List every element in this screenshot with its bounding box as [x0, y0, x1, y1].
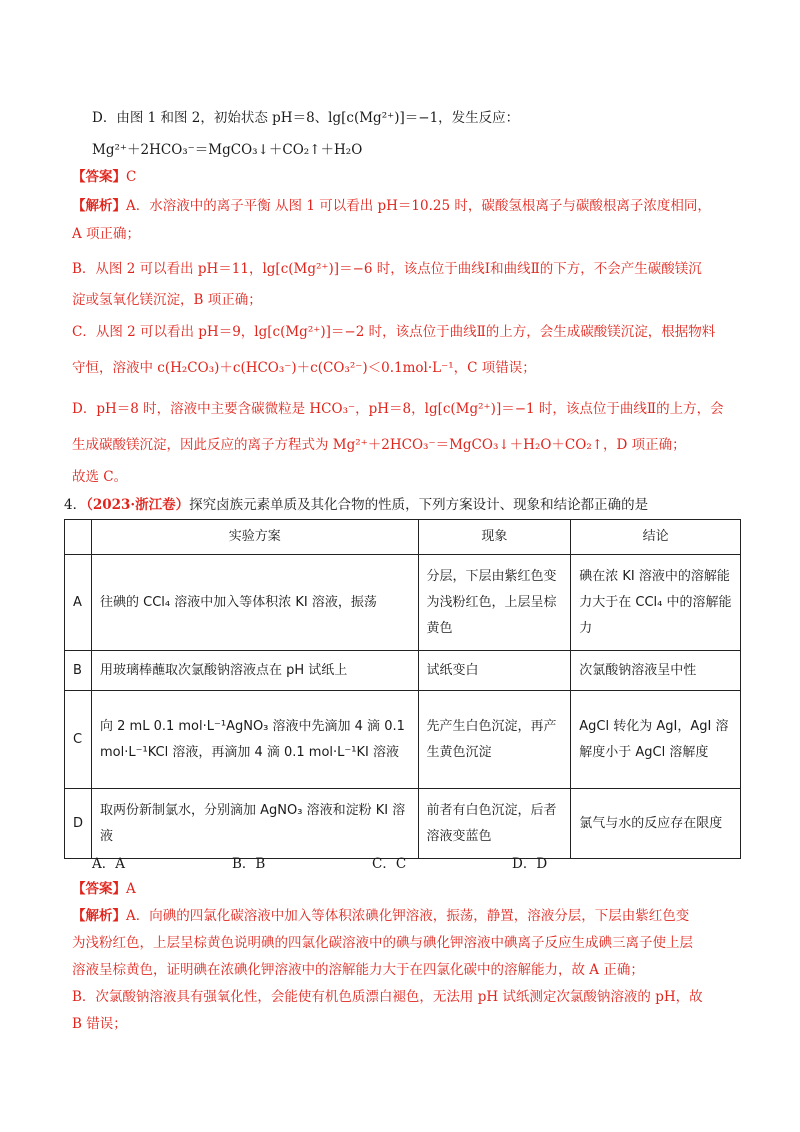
analysis-line: 淀或氢氧化镁沉淀，B 项正确；: [72, 292, 262, 308]
answer-line: [72, 879, 736, 899]
row-conclusion: 次氯酸钠溶液呈中性: [571, 651, 741, 691]
row-label: A: [65, 555, 92, 651]
row-conclusion: 氯气与水的反应存在限度: [571, 789, 741, 859]
answer-tag: 【答案】: [72, 169, 126, 185]
analysis-line: A 项正确；: [72, 226, 141, 242]
table-row: [65, 691, 741, 789]
row-plan: 用玻璃棒蘸取次氯酸钠溶液点在 pH 试纸上: [92, 651, 419, 691]
table-header: 现象: [418, 520, 571, 555]
table-header: 结论: [571, 520, 741, 555]
row-conclusion: AgCl 转化为 AgI，AgI 溶解度小于 AgCl 溶解度: [571, 691, 741, 789]
analysis-tag: 【解析】: [72, 908, 126, 924]
analysis-line: D．pH＝8 时，溶液中主要含碳微粒是 HCO₃⁻，pH＝8，lg[c(Mg²⁺)]＝−1 时，该点位于曲线Ⅱ的上方，会: [72, 401, 724, 417]
table-row: [65, 651, 741, 691]
analysis-line: [72, 196, 736, 216]
table-header-row: [65, 520, 741, 555]
row-plan: 往碘的 CCl₄ 溶液中加入等体积浓 KI 溶液，振荡: [92, 555, 419, 651]
choice-d: D．D: [512, 856, 548, 872]
choice-c: C．C: [372, 856, 407, 872]
analysis-text: A．向碘的四氯化碳溶液中加入等体积浓碘化钾溶液，振荡，静置，溶液分层，下层由紫红色变: [126, 908, 690, 924]
table-header: [65, 520, 92, 555]
choice-b: B．B: [232, 856, 266, 872]
row-label: C: [65, 691, 92, 789]
row-conclusion: 碘在浓 KI 溶液中的溶解能力大于在 CCl₄ 中的溶解能力: [571, 555, 741, 651]
table-row: [65, 555, 741, 651]
analysis-line: 故选 C。: [72, 469, 128, 485]
row-label: B: [65, 651, 92, 691]
analysis-line: B．从图 2 可以看出 pH＝11，lg[c(Mg²⁺)]＝−6 时，该点位于曲线Ⅰ和曲线Ⅱ的下方，不会产生碳酸镁沉: [72, 261, 702, 277]
experiment-table: [64, 519, 741, 859]
answer-value: C: [126, 169, 137, 185]
analysis-line: C．从图 2 可以看出 pH＝9，lg[c(Mg²⁺)]＝−2 时，该点位于曲线Ⅱ的上方，会生成碳酸镁沉淀，根据物料: [72, 324, 716, 340]
answer-choices: [92, 854, 652, 874]
row-phenomenon: 试纸变白: [418, 651, 571, 691]
analysis-line: 溶液呈棕黄色，证明碘在浓碘化钾溶液中的溶解能力大于在四氯化碳中的溶解能力，故 A 正确；: [72, 962, 644, 978]
analysis-line: 生成碳酸镁沉淀，因此反应的离子方程式为 Mg²⁺＋2HCO₃⁻＝MgCO₃↓＋H₂O＋CO₂↑，D 项正确；: [72, 437, 686, 453]
question-stem: 探究卤族元素单质及其化合物的性质，下列方案设计、现象和结论都正确的是: [189, 497, 649, 513]
table-header: 实验方案: [92, 520, 419, 555]
choice-a: A．A: [92, 856, 125, 872]
row-label: D: [65, 789, 92, 859]
option-d-statement: D．由图 1 和图 2，初始状态 pH＝8、lg[c(Mg²⁺)]＝−1，发生反应：: [92, 110, 520, 126]
table-row: [65, 789, 741, 859]
answer-tag: 【答案】: [72, 881, 126, 897]
answer-value: A: [126, 881, 136, 897]
row-plan: 取两份新制氯水，分别滴加 AgNO₃ 溶液和淀粉 KI 溶液: [92, 789, 419, 859]
answer-line: [72, 167, 736, 187]
equation: Mg²⁺＋2HCO₃⁻＝MgCO₃↓＋CO₂↑＋H₂O: [92, 142, 363, 158]
analysis-line: B 错误；: [72, 1016, 127, 1032]
row-plan: 向 2 mL 0.1 mol·L⁻¹AgNO₃ 溶液中先滴加 4 滴 0.1 mol·L⁻¹KCl 溶液，再滴加 4 滴 0.1 mol·L⁻¹KI 溶液: [92, 691, 419, 789]
row-phenomenon: 前者有白色沉淀，后者溶液变蓝色: [418, 789, 571, 859]
question-4: [64, 495, 736, 515]
row-phenomenon: 分层，下层由紫红色变为浅粉红色，上层呈棕黄色: [418, 555, 571, 651]
analysis-text: A．水溶液中的离子平衡 从图 1 可以看出 pH＝10.25 时，碳酸氢根离子与碳酸根离子浓度相同，: [126, 198, 711, 214]
analysis-line: 为浅粉红色，上层呈棕黄色说明碘的四氯化碳溶液中的碘与碘化钾溶液中碘离子反应生成碘三离子使上层: [72, 935, 693, 951]
analysis-tag: 【解析】: [72, 198, 126, 214]
row-phenomenon: 先产生白色沉淀，再产生黄色沉淀: [418, 691, 571, 789]
question-source: （2023·浙江卷）: [86, 497, 190, 513]
analysis-line: 守恒，溶液中 c(H₂CO₃)＋c(HCO₃⁻)＋c(CO₃²⁻)＜0.1mol·L⁻¹，C 项错误；: [72, 360, 536, 376]
analysis-line: B．次氯酸钠溶液具有强氧化性，会能使有机色质漂白褪色，无法用 pH 试纸测定次氯酸钠溶液的 pH，故: [72, 989, 703, 1005]
analysis-line: [72, 906, 736, 926]
question-number: 4．: [64, 497, 87, 513]
